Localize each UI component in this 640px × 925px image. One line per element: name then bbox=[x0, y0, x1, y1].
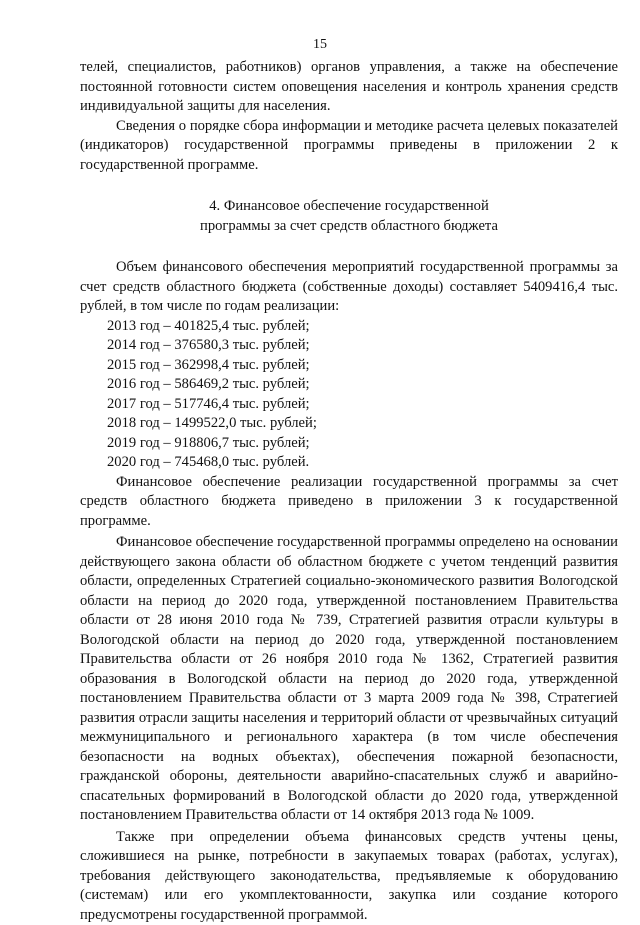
paragraph-appendix-reference: Финансовое обеспечение реализации государственной программы за счет средств областного бюджета приведено в приложении 3 к государственной программе. bbox=[80, 473, 618, 532]
paragraph-continuation: телей, специалистов, работников) органов управления, а также на обеспечение постоянной готовности систем оповещения населения и контроль хранения средств индивидуальной защиты для населения. bbox=[80, 58, 618, 117]
paragraph-funding-intro: Объем финансового обеспечения мероприятий государственной программы за счет средств областного бюджета (собственные доходы) составляет 5409416,4 тыс. рублей, в том числе по годам реализации: bbox=[80, 258, 618, 317]
funding-year-item: 2017 год – 517746,4 тыс. рублей; bbox=[80, 395, 618, 415]
funding-year-item: 2020 год – 745468,0 тыс. рублей. bbox=[80, 453, 618, 473]
paragraph-indicators-info: Сведения о порядке сбора информации и методике расчета целевых показателей (индикаторов) государственной программы приведены в приложении 2 к государственной программе. bbox=[80, 117, 618, 176]
funding-year-item: 2015 год – 362998,4 тыс. рублей; bbox=[80, 356, 618, 376]
page-body bbox=[80, 58, 618, 925]
paragraph-market-prices: Также при определении объема финансовых средств учтены цены, сложившиеся на рынке, потребности в закупаемых товарах (работах, услугах), требования действующего законодательства, предъявляемые к оборудованию (системам) или его укомплектованности, закупка или создание которого предусмотрены государственной программой. bbox=[80, 828, 618, 925]
funding-year-item: 2018 год – 1499522,0 тыс. рублей; bbox=[80, 414, 618, 434]
funding-by-year-list bbox=[80, 317, 618, 473]
page-number: 15 bbox=[0, 37, 640, 53]
funding-year-item: 2019 год – 918806,7 тыс. рублей; bbox=[80, 434, 618, 454]
funding-year-item: 2014 год – 376580,3 тыс. рублей; bbox=[80, 336, 618, 356]
paragraph-funding-basis: Финансовое обеспечение государственной программы определено на основании действующего закона области об областном бюджете с учетом тенденций развития области, определенных Стратегией социально-экономического развития Вологодской области на период до 2020 года, утвержденной постановлением Правительства области от 28 июня 2010 года № 739, Стратегией развития отрасли культуры в Вологодской области на период до 2020 года, утвержденной постановлением Правительства области от 26 ноября 2010 года № 1362, Стратегией развития образования в Вологодской области на период до 2020 года, утвержденной постановлением Правительства области от 3 марта 2009 года № 398, Стратегией развития отрасли защиты населения и территорий области от чрезвычайных ситуаций межмуниципального и регионального характера (в том числе обеспечения безопасности на водных объектах), обеспечения пожарной безопасности, гражданской обороны, деятельности аварийно-спасательных служб и аварийно-спасательных формирований в Вологодской области до 2020 года, утвержденной постановлением Правительства области от 14 октября 2013 года № 1009. bbox=[80, 533, 618, 826]
section-heading-line-1: 4. Финансовое обеспечение государственной bbox=[80, 197, 618, 217]
section-heading-line-2: программы за счет средств областного бюджета bbox=[80, 217, 618, 237]
funding-year-item: 2016 год – 586469,2 тыс. рублей; bbox=[80, 375, 618, 395]
section-heading bbox=[80, 197, 618, 236]
funding-year-item: 2013 год – 401825,4 тыс. рублей; bbox=[80, 317, 618, 337]
